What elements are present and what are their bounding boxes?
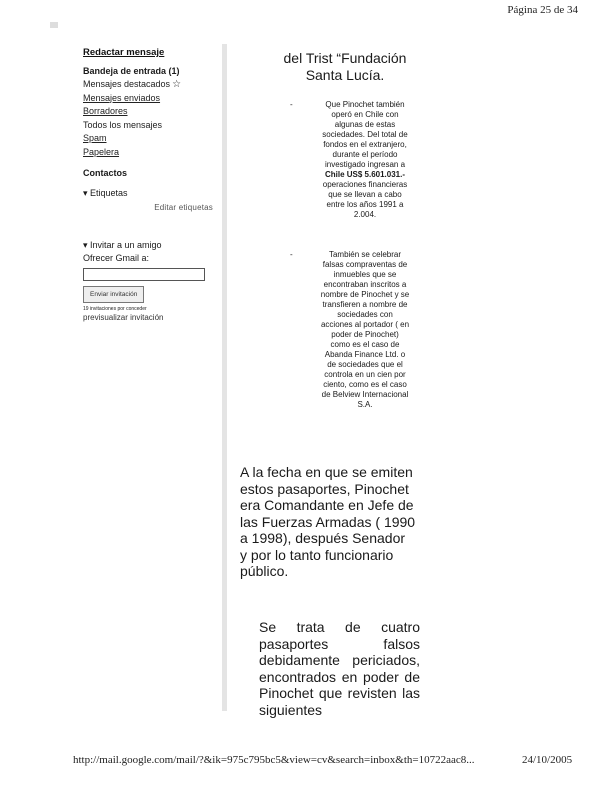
bullet-line: acciones al portador ( en [320,320,410,329]
compose-link[interactable]: Redactar mensaje [83,47,165,58]
bullet-line: encontraban inscritos a [323,280,407,289]
paragraph-line: y por lo tanto funcionario [240,546,394,563]
bullet-line: También se celebrar [328,250,402,259]
bullet-line: durante el período [332,150,398,159]
paragraph-line: a 1998), después Senador [240,530,406,546]
bullet-line: Que Pinochet también [325,100,405,109]
paragraph-line: siguientes [259,701,323,718]
labels-toggle[interactable]: ▾ Etiquetas [83,187,128,198]
bullet-line: Chile US$ 5.601.031.- [324,170,406,179]
bullet-line: algunas de estas [334,120,396,129]
paragraph-line: era Comandante en Jefe de [240,497,414,513]
bullet-line: de Belview Internacional [321,390,409,399]
paragraph-line: debidamente periciados, [259,652,420,668]
bullet-line: entre los años 1991 a [326,200,404,209]
bullet-dash: - [290,100,293,109]
paragraph-line: encontrados en poder de [259,668,420,685]
bullet-line: fondos en el extranjero, [323,140,407,149]
offer-gmail-label: Ofrecer Gmail a: [83,253,150,263]
bullet-line: 2.004. [353,210,377,219]
bullet-line: S.A. [357,400,373,409]
sent-link[interactable]: Mensajes enviados [83,92,161,103]
paragraph-line: A la fecha en que se emiten [240,464,413,480]
intro-line: del Trist “Fundación [283,50,407,66]
preview-invite-link[interactable]: previsualizar invitación [83,313,164,322]
send-invite-button[interactable]: Enviar invitación [83,286,144,304]
starred-link[interactable] [83,78,213,92]
bullet-line: inmuebles que se [333,270,397,279]
page-number-header: Página 25 de 34 [507,4,578,16]
column-divider [222,44,227,711]
bullet-dash: - [290,250,293,259]
gmail-sidebar [83,46,213,323]
bullet-line: poder de Pinochet) [331,330,399,339]
paragraph-line: Se trata de cuatro [259,619,420,635]
bullet-line: ciento, como es el caso [323,380,407,389]
paragraph-passports-date [240,464,420,580]
bullet-line: investigado ingresan a [324,160,406,169]
bullet-line: nombre de Pinochet y se [320,290,410,299]
scan-mark [50,22,58,28]
trash-link[interactable]: Papelera [83,146,120,157]
bullet-line: sociedades con [337,310,393,319]
spam-link[interactable]: Spam [83,133,107,143]
intro-text [250,50,440,84]
paragraph-line: público. [240,563,289,579]
bullet-line: sociedades. Del total de [322,130,408,139]
paragraph-line: las Fuerzas Armadas ( 1990 [240,513,416,530]
footer-url: http://mail.google.com/mail/?&ik=975c795bc5&view=cv&search=inbox&th=10722aac8... [73,754,475,766]
bullet-line: que se llevan a cabo [328,190,402,199]
footer-date: 24/10/2005 [522,754,573,766]
inbox-link[interactable]: Bandeja de entrada (1) [83,65,180,76]
invite-email-field[interactable] [83,268,205,281]
paragraph-line: pasaportes falsos [259,635,420,652]
bullet-line: operaciones financieras [322,180,408,189]
edit-labels-link[interactable]: Editar etiquetas [154,203,213,212]
bullet-line: falsas compraventas de [322,260,408,269]
bullet-line: transfieren a nombre de [322,300,408,309]
starred-label: Mensajes destacados [83,79,171,89]
bullet-text [310,100,420,220]
bullet-line: de sociedades que el [327,360,403,369]
drafts-link[interactable]: Borradores [83,106,128,116]
bullet-line: controla en un cien por [324,370,406,379]
star-icon: ☆ [172,79,182,90]
paragraph-false-passports [259,619,420,718]
bullet-line: operó en Chile con [331,110,399,119]
all-mail-link[interactable]: Todos los mensajes [83,119,163,130]
invites-remaining: 19 invitaciones por conceder [83,306,147,312]
bullet-text [310,250,420,410]
bullet-line: Abanda Finance Ltd. o [324,350,406,359]
invite-toggle[interactable]: ▾ Invitar a un amigo [83,239,162,250]
intro-line: Santa Lucía. [305,67,385,83]
bullet-line: como es el caso de [330,340,400,349]
paragraph-line: estos pasaportes, Pinochet [240,480,409,497]
contacts-link[interactable]: Contactos [83,168,128,178]
paragraph-line: Pinochet que revisten las [259,685,420,701]
